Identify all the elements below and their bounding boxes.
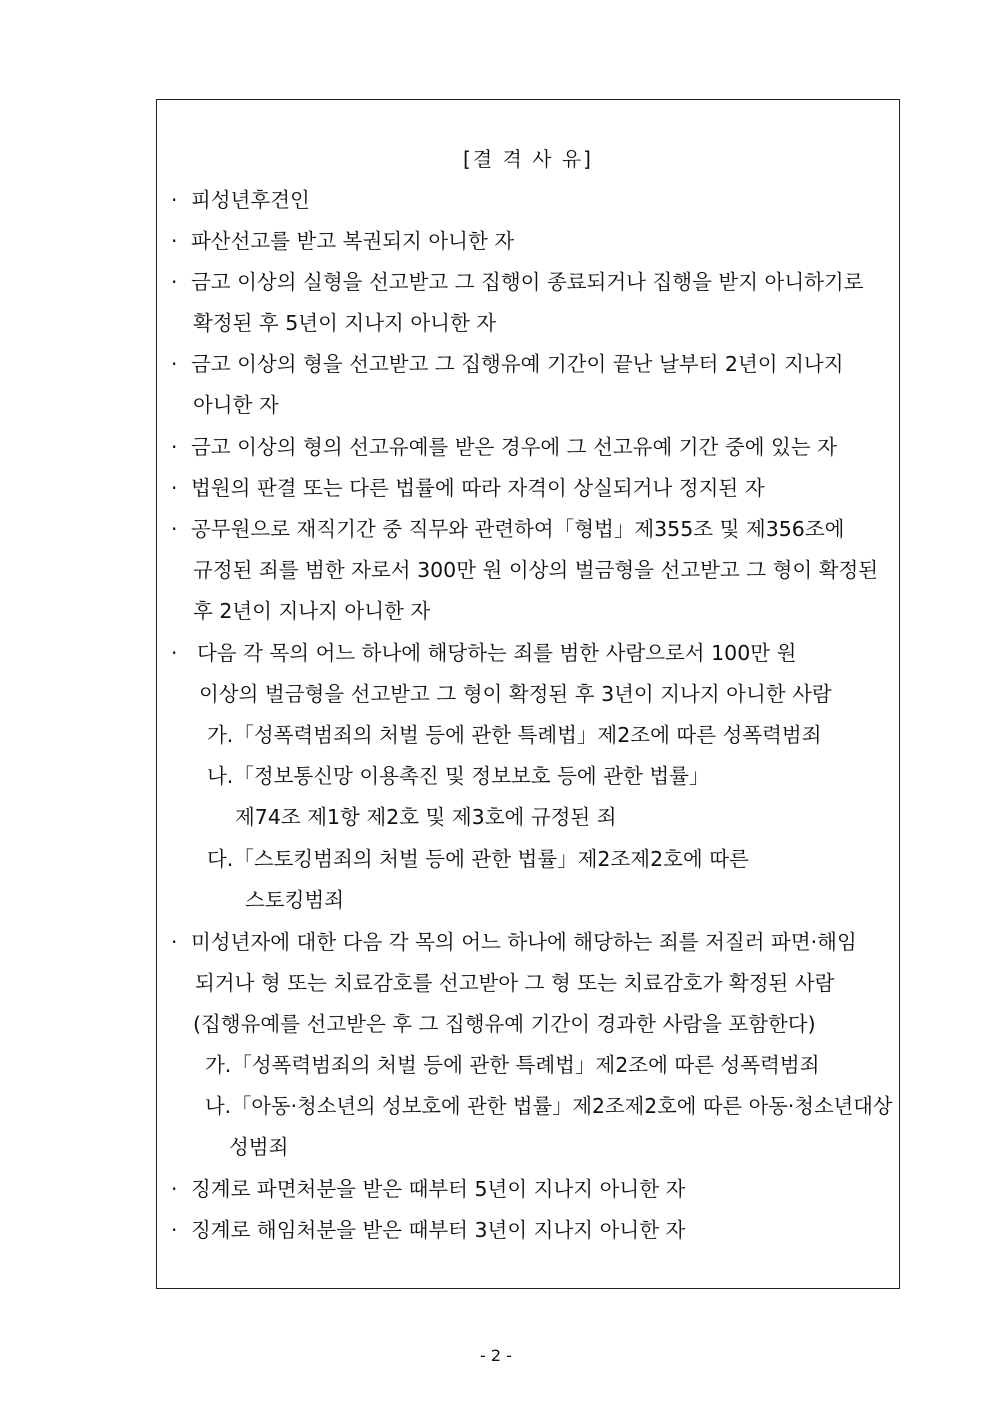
bullet-11: · xyxy=(171,1218,178,1242)
sub-item-line: 다.「스토킹범죄의 처벌 등에 관한 법률」제2조제2호에 따른 xyxy=(207,847,749,871)
sub-item-line: 가.「성폭력범죄의 처벌 등에 관한 특례법」제2조에 따른 성폭력범죄 xyxy=(205,1053,820,1077)
item-line: 공무원으로 재직기간 중 직무와 관련하여「형법」제355조 및 제356조에 xyxy=(191,517,845,541)
bullet-3: · xyxy=(171,270,178,294)
sub-item-line: 제74조 제1항 제2호 및 제3호에 규정된 죄 xyxy=(235,805,617,829)
item-line: 이상의 벌금형을 선고받고 그 형이 확정된 후 3년이 지나지 아니한 사람 xyxy=(199,682,832,706)
sub-item-line: 나.「정보통신망 이용촉진 및 정보보호 등에 관한 법률」 xyxy=(207,764,710,788)
item-line: 징계로 파면처분을 받은 때부터 5년이 지나지 아니한 자 xyxy=(191,1177,686,1201)
item-line: 파산선고를 받고 복권되지 아니한 자 xyxy=(191,229,515,253)
sub-item-line: 나.「아동·청소년의 성보호에 관한 법률」제2조제2호에 따른 아동·청소년대상 xyxy=(205,1094,893,1118)
item-line: 피성년후견인 xyxy=(191,188,310,212)
item-line: 확정된 후 5년이 지나지 아니한 자 xyxy=(193,311,497,335)
sub-item-line: 가.「성폭력범죄의 처벌 등에 관한 특례법」제2조에 따른 성폭력범죄 xyxy=(207,723,822,747)
bullet-6: · xyxy=(171,476,178,500)
item-line: 미성년자에 대한 다음 각 목의 어느 하나에 해당하는 죄를 저질러 파면·해임 xyxy=(191,930,857,954)
item-line: 금고 이상의 형의 선고유예를 받은 경우에 그 선고유예 기간 중에 있는 자 xyxy=(191,435,837,459)
bullet-7: · xyxy=(171,517,178,541)
item-line: 다음 각 목의 어느 하나에 해당하는 죄를 범한 사람으로서 100만 원 xyxy=(197,641,797,665)
item-line: 법원의 판결 또는 다른 법률에 따라 자격이 상실되거나 정지된 자 xyxy=(191,476,765,500)
sub-item-line: 스토킹범죄 xyxy=(245,888,345,912)
bullet-2: · xyxy=(171,229,178,253)
bullet-10: · xyxy=(171,1177,178,1201)
item-line: 되거나 형 또는 치료감호를 선고받아 그 형 또는 치료감호가 확정된 사람 xyxy=(195,971,835,995)
item-line: 후 2년이 지나지 아니한 자 xyxy=(193,599,431,623)
bullet-1: · xyxy=(171,188,178,212)
item-line: 금고 이상의 실형을 선고받고 그 집행이 종료되거나 집행을 받지 아니하기로 xyxy=(191,270,864,294)
item-line: 아니한 자 xyxy=(193,393,279,417)
bullet-4: · xyxy=(171,352,178,376)
bullet-8: · xyxy=(171,641,178,665)
item-line: 징계로 해임처분을 받은 때부터 3년이 지나지 아니한 자 xyxy=(191,1218,686,1242)
item-line: (집행유예를 선고받은 후 그 집행유예 기간이 경과한 사람을 포함한다) xyxy=(193,1012,816,1036)
sub-item-line: 성범죄 xyxy=(229,1135,289,1159)
item-line: 금고 이상의 형을 선고받고 그 집행유예 기간이 끝난 날부터 2년이 지나지 xyxy=(191,352,844,376)
page-number: - 2 - xyxy=(480,1346,512,1365)
bullet-5: · xyxy=(171,435,178,459)
bullet-9: · xyxy=(171,930,178,954)
section-title: [결 격 사 유] xyxy=(463,147,593,171)
item-line: 규정된 죄를 범한 자로서 300만 원 이상의 벌금형을 선고받고 그 형이 확정된 xyxy=(193,558,879,582)
